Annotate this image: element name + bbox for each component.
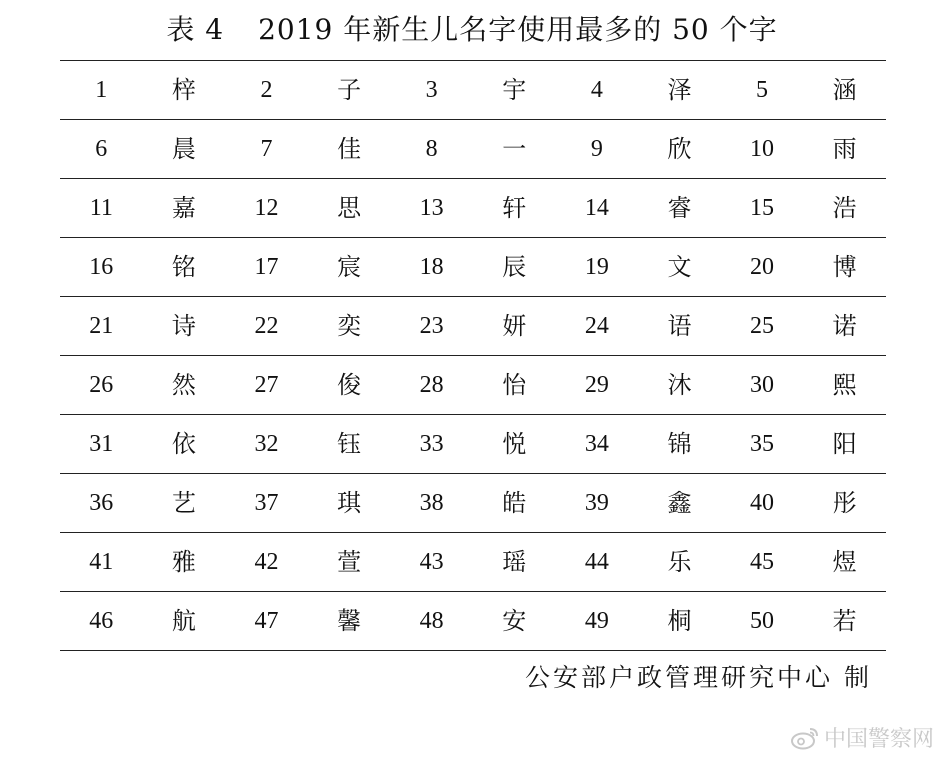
table-row (60, 238, 886, 297)
table-row (60, 61, 886, 120)
rank-cell: 24 (584, 313, 609, 339)
rank-cell: 45 (750, 549, 775, 575)
rank-cell: 15 (750, 195, 775, 221)
rank-cell: 17 (254, 254, 279, 280)
character-cell: 煜 (832, 548, 857, 576)
rank-cell: 2 (260, 77, 273, 103)
weibo-icon (790, 726, 820, 750)
rank-cell: 29 (584, 372, 609, 398)
table-row (60, 120, 886, 179)
character-cell: 艺 (171, 489, 196, 517)
character-cell: 睿 (667, 194, 692, 222)
table-row (60, 179, 886, 238)
source-credit: 公安部户政管理研究中心 制 (525, 663, 872, 692)
character-cell: 轩 (502, 194, 527, 222)
character-cell: 诗 (171, 312, 196, 340)
table-row (60, 592, 886, 651)
rank-cell: 21 (89, 313, 114, 339)
rank-cell: 41 (89, 549, 114, 575)
character-cell: 梓 (171, 76, 196, 104)
table-row (60, 356, 886, 415)
character-cell: 怡 (502, 371, 527, 399)
top-50-characters-table (60, 60, 886, 651)
character-cell: 瑶 (502, 548, 527, 576)
table-row (60, 415, 886, 474)
character-cell: 然 (171, 371, 196, 399)
character-cell: 安 (502, 607, 527, 635)
character-cell: 博 (832, 253, 857, 281)
character-cell: 妍 (502, 312, 527, 340)
rank-cell: 46 (89, 608, 114, 634)
character-cell: 彤 (832, 489, 857, 517)
rank-cell: 40 (750, 490, 775, 516)
rank-cell: 50 (750, 608, 775, 634)
rank-cell: 38 (419, 490, 444, 516)
character-cell: 桐 (667, 607, 692, 635)
character-cell: 铭 (171, 253, 196, 281)
rank-cell: 35 (750, 431, 775, 457)
rank-cell: 43 (419, 549, 444, 575)
rank-cell: 23 (419, 313, 444, 339)
character-cell: 涵 (832, 76, 857, 104)
rank-cell: 28 (419, 372, 444, 398)
rank-cell: 37 (254, 490, 279, 516)
table-caption: 2019 年新生儿名字使用最多的 50 个字 (258, 13, 778, 46)
character-cell: 文 (667, 253, 692, 281)
table-number: 表 4 (166, 13, 225, 46)
rank-cell: 20 (750, 254, 775, 280)
rank-cell: 18 (419, 254, 444, 280)
character-cell: 浩 (832, 194, 857, 222)
rank-cell: 25 (750, 313, 775, 339)
rank-cell: 48 (419, 608, 444, 634)
character-cell: 沐 (667, 371, 692, 399)
rank-cell: 4 (590, 77, 603, 103)
table-row (60, 533, 886, 592)
rank-cell: 10 (750, 136, 775, 162)
character-cell: 鑫 (667, 489, 692, 517)
character-cell: 晨 (171, 135, 196, 163)
rank-cell: 9 (590, 136, 603, 162)
character-cell: 锦 (667, 430, 692, 458)
rank-cell: 47 (254, 608, 279, 634)
character-cell: 熙 (832, 371, 857, 399)
rank-cell: 7 (260, 136, 273, 162)
rank-cell: 3 (425, 77, 438, 103)
table-row (60, 474, 886, 533)
table-title (0, 10, 944, 50)
rank-cell: 19 (584, 254, 609, 280)
rank-cell: 8 (425, 136, 438, 162)
character-cell: 航 (171, 607, 196, 635)
rank-cell: 12 (254, 195, 279, 221)
rank-cell: 6 (95, 136, 108, 162)
rank-cell: 31 (89, 431, 114, 457)
character-cell: 萱 (337, 548, 362, 576)
table-row (60, 297, 886, 356)
rank-cell: 1 (95, 77, 108, 103)
character-cell: 辰 (502, 253, 527, 281)
rank-cell: 11 (89, 195, 113, 221)
character-cell: 语 (667, 312, 692, 340)
rank-cell: 33 (419, 431, 444, 457)
watermark-text: 中国警察网 (823, 727, 934, 752)
character-cell: 奕 (337, 312, 362, 340)
character-cell: 若 (832, 607, 857, 635)
rank-cell: 13 (419, 195, 444, 221)
rank-cell: 34 (584, 431, 609, 457)
character-cell: 雨 (832, 135, 857, 163)
rank-cell: 44 (584, 549, 609, 575)
rank-cell: 42 (254, 549, 279, 575)
character-cell: 泽 (667, 76, 692, 104)
character-cell: 悦 (502, 430, 527, 458)
character-cell: 钰 (337, 430, 362, 458)
rank-cell: 22 (254, 313, 279, 339)
table-body (60, 61, 886, 651)
rank-cell: 26 (89, 372, 114, 398)
rank-cell: 39 (584, 490, 609, 516)
character-cell: 阳 (832, 430, 857, 458)
rank-cell: 16 (89, 254, 114, 280)
character-cell: 俊 (337, 371, 362, 399)
character-cell: 乐 (667, 548, 692, 576)
character-cell: 馨 (337, 607, 362, 635)
character-cell: 欣 (667, 135, 692, 163)
character-cell: 嘉 (171, 194, 196, 222)
character-cell: 佳 (337, 135, 362, 163)
rank-cell: 5 (756, 77, 769, 103)
character-cell: 一 (502, 135, 527, 163)
rank-cell: 36 (89, 490, 114, 516)
character-cell: 雅 (171, 548, 196, 576)
rank-cell: 32 (254, 431, 279, 457)
character-cell: 依 (171, 430, 196, 458)
rank-cell: 49 (584, 608, 609, 634)
character-cell: 宸 (337, 253, 362, 281)
character-cell: 宇 (502, 76, 527, 104)
character-cell: 思 (337, 194, 362, 222)
character-cell: 子 (337, 76, 362, 104)
character-cell: 琪 (337, 489, 362, 517)
rank-cell: 27 (254, 372, 279, 398)
character-cell: 皓 (502, 489, 527, 517)
rank-cell: 30 (750, 372, 775, 398)
character-cell: 诺 (832, 312, 857, 340)
rank-cell: 14 (584, 195, 609, 221)
watermark (790, 722, 934, 753)
